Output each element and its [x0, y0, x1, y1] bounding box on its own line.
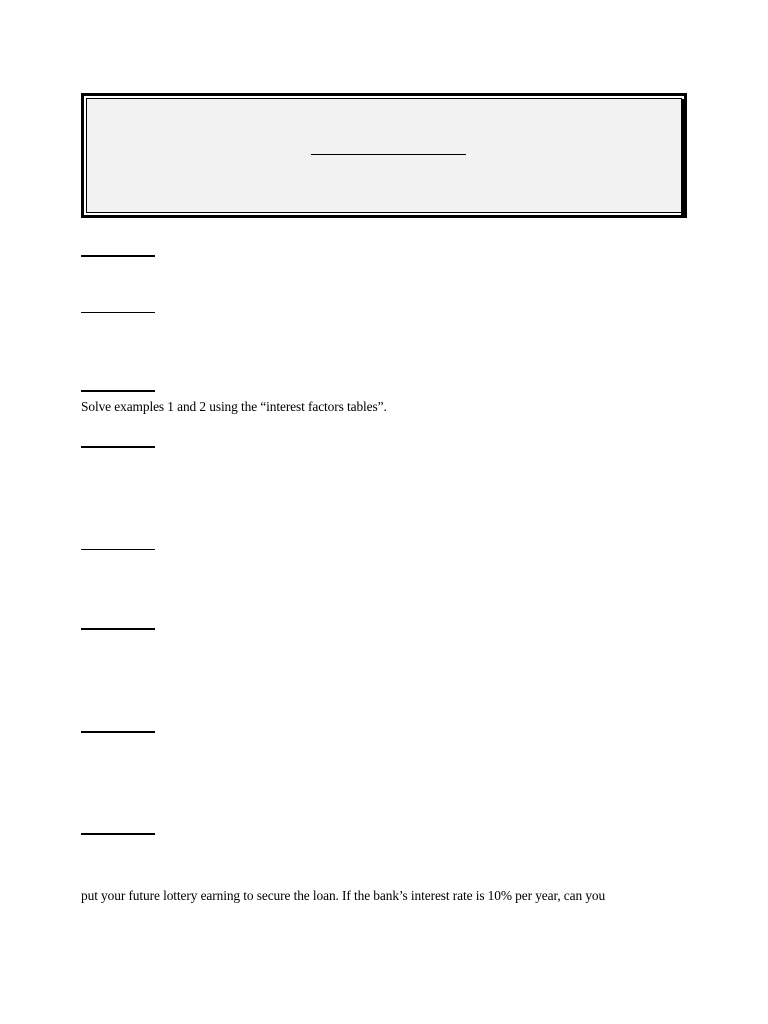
- title-box: [81, 93, 687, 218]
- title-box-fill: [86, 98, 682, 213]
- title-underline: [311, 154, 466, 155]
- section-heading-rule: [81, 255, 155, 257]
- problem-text-fragment: put your future lottery earning to secure the loan. If the bank’s interest rate is 10% per year, can you: [81, 888, 606, 903]
- section-heading-rule: [81, 833, 155, 835]
- instruction-text: Solve examples 1 and 2 using the “interest factors tables”.: [81, 399, 387, 414]
- section-heading-rule: [81, 731, 155, 733]
- section-heading-rule: [81, 549, 155, 550]
- section-heading-rule: [81, 446, 155, 448]
- section-heading-rule: [81, 628, 155, 630]
- section-heading-rule: [81, 390, 155, 392]
- section-heading-rule: [81, 312, 155, 313]
